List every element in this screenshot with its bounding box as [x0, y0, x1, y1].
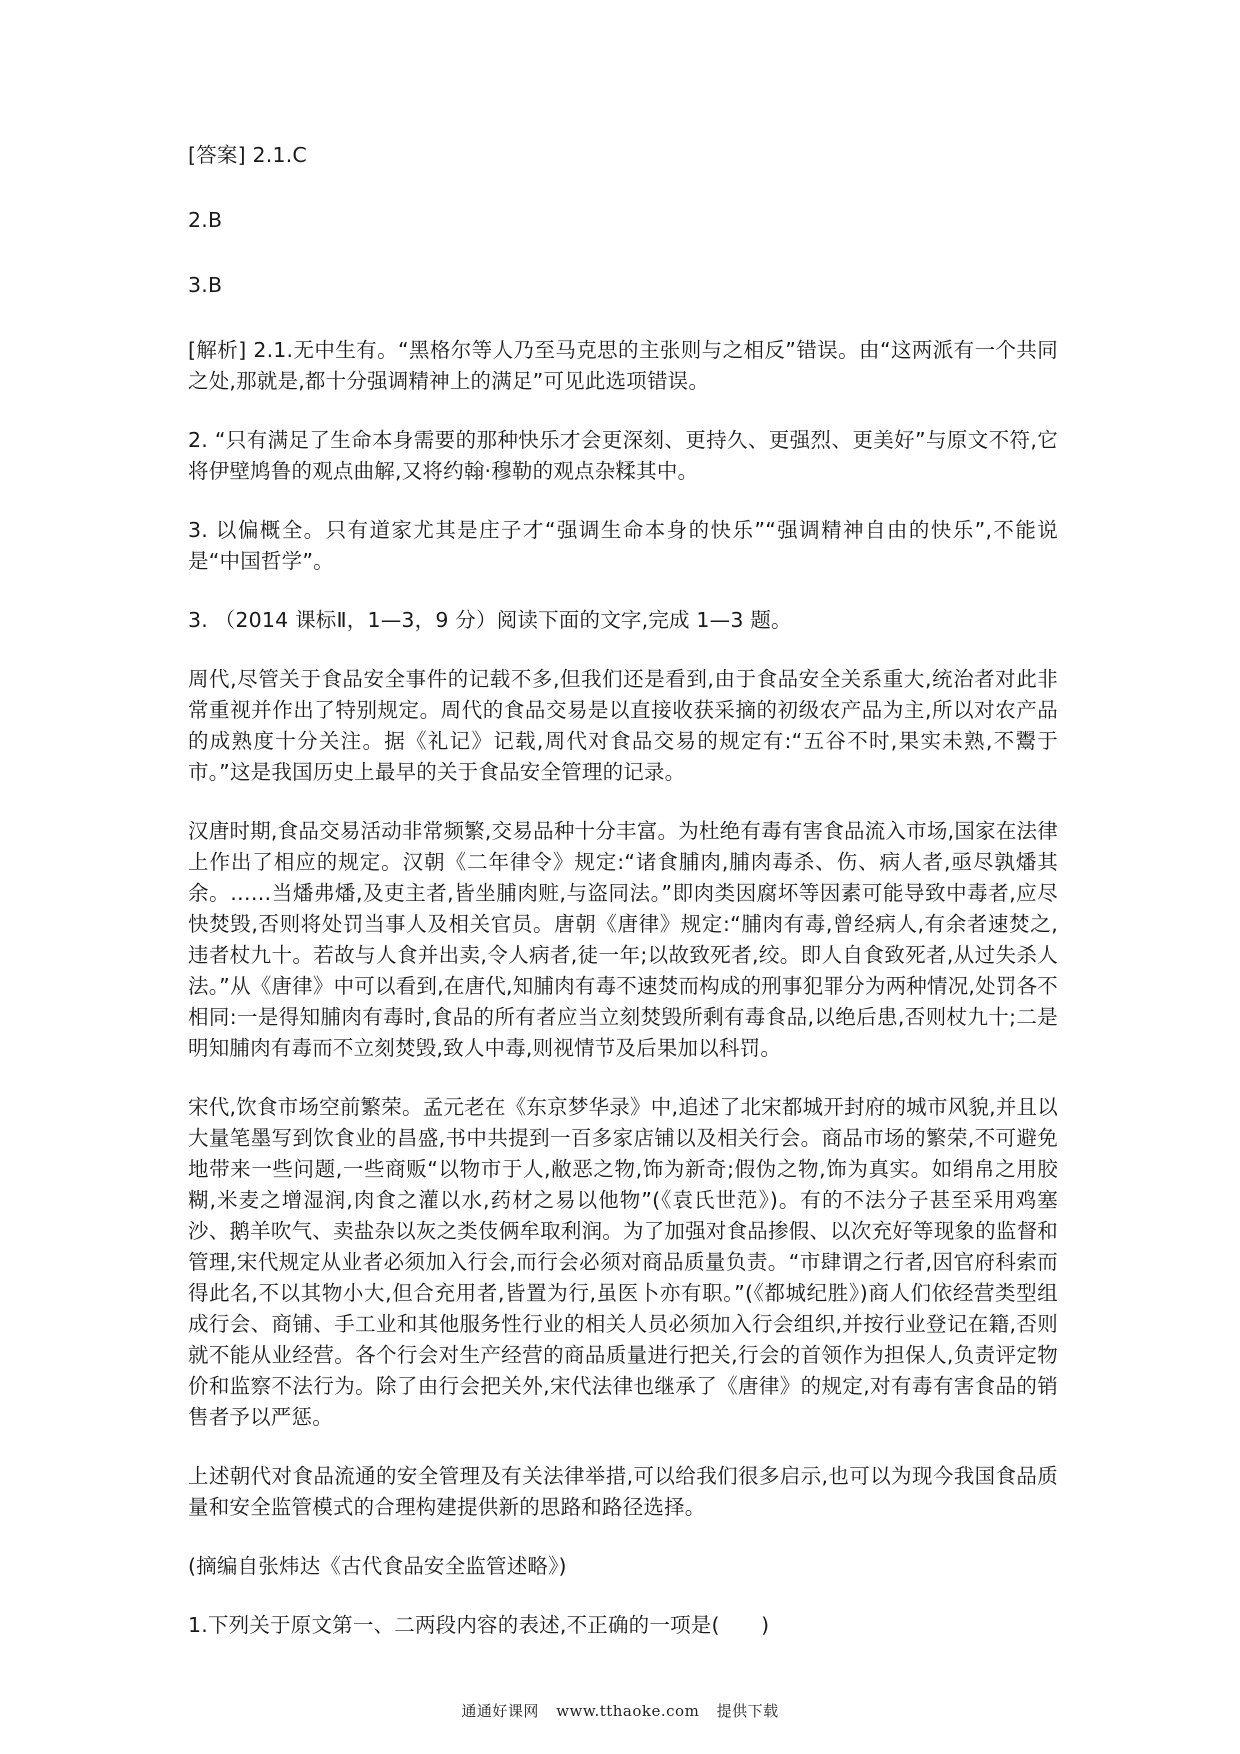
answer-item-3: 3.B: [188, 273, 223, 297]
passage-paragraph-conclusion: 上述朝代对食品流通的安全管理及有关法律举措,可以给我们很多启示,也可以为现今我国食品质量和安全监管模式的合理构建提供新的思路和路径选择。: [188, 1464, 1058, 1519]
passage-paragraph-hantang: 汉唐时期,食品交易活动非常频繁,交易品种十分丰富。为杜绝有毒有害食品流入市场,国家在法律上作出了相应的规定。汉朝《二年律令》规定:“诸食脯肉,脯肉毒杀、伤、病人者,亟尽孰燔其余。……当燔弗燔,及吏主者,皆坐脯肉赃,与盗同法。”即肉类因腐坏等因素可能导致中毒者,应尽快焚毁,否则将处罚当事人及相关官员。唐朝《唐律》规定:“脯肉有毒,曾经病人,有余者速焚之,违者杖九十。若故与人食并出卖,令人病者,徒一年;以故致死者,绞。即人自食致死者,从过失杀人法。”从《唐律》中可以看到,在唐代,知脯肉有毒不速焚而构成的刑事犯罪分为两种情况,处罚各不相同:一是得知脯肉有毒时,食品的所有者应当立刻焚毁所剩有毒食品,以绝后患,否则杖九十;二是明知脯肉有毒而不立刻焚毁,致人中毒,则视情节及后果加以科罚。: [188, 819, 1058, 1060]
question-1-stem: 1.下列关于原文第一、二两段内容的表述,不正确的一项是( ): [188, 1613, 770, 1637]
page-footer: [0, 1700, 1240, 1721]
document-body: [188, 140, 1058, 1669]
passage-paragraph-zhou: 周代,尽管关于食品安全事件的记载不多,但我们还是看到,由于食品安全关系重大,统治者对此非常重视并作出了特别规定。周代的食品交易是以直接收获采摘的初级农产品为主,所以对农产品的成熟度十分关注。据《礼记》记载,周代对食品交易的规定有:“五谷不时,果实未熟,不鬻于市。”这是我国历史上最早的关于食品安全管理的记录。: [188, 667, 1058, 784]
footer-note: 提供下载: [716, 1702, 779, 1720]
analysis-item-2: 2. “只有满足了生命本身需要的那种快乐才会更深刻、更持久、更强烈、更美好”与原文不符,它将伊壁鸠鲁的观点曲解,又将约翰·穆勒的观点杂糅其中。: [188, 428, 1058, 483]
question-heading: 3. （2014 课标Ⅱ，1—3，9 分）阅读下面的文字,完成 1—3 题。: [188, 608, 792, 632]
passage-paragraph-song: 宋代,饮食市场空前繁荣。孟元老在《东京梦华录》中,追述了北宋都城开封府的城市风貌,并且以大量笔墨写到饮食业的昌盛,书中共提到一百多家店铺以及相关行会。商品市场的繁荣,不可避免地带来一些问题,一些商贩“以物市于人,敝恶之物,饰为新奇;假伪之物,饰为真实。如绢帛之用胶糊,米麦之增湿润,肉食之灌以水,药材之易以他物”(《袁氏世范》)。有的不法分子甚至采用鸡塞沙、鹅羊吹气、卖盐杂以灰之类伎俩牟取利润。为了加强对食品掺假、以次充好等现象的监督和管理,宋代规定从业者必须加入行会,而行会必须对商品质量负责。“市肆谓之行者,因官府科索而得此名,不以其物小大,但合充用者,皆置为行,虽医卜亦有职。”(《都城纪胜》)商人们依经营类型组成行会、商铺、手工业和其他服务性行业的相关人员必须加入行会组织,并按行业登记在籍,否则就不能从业经营。各个行会对生产经营的商品质量进行把关,行会的首领作为担保人,负责评定物价和监察不法行为。除了由行会把关外,宋代法律也继承了《唐律》的规定,对有毒有害食品的销售者予以严惩。: [188, 1095, 1058, 1429]
footer-site-name: 通通好课网: [461, 1702, 539, 1720]
answer-item-2: 2.B: [188, 208, 223, 232]
footer-url: www.tthaoke.com: [556, 1702, 700, 1720]
passage-source: (摘编自张炜达《古代食品安全监管述略》): [188, 1554, 567, 1578]
answer-heading: [答案] 2.1.C: [188, 143, 307, 167]
analysis-item-3: 3. 以偏概全。只有道家尤其是庄子才“强调生命本身的快乐”“强调精神自由的快乐”,不能说是“中国哲学”。: [188, 518, 1058, 573]
analysis-item-1: [解析] 2.1.无中生有。“黑格尔等人乃至马克思的主张则与之相反”错误。由“这两派有一个共同之处,那就是,都十分强调精神上的满足”可见此选项错误。: [188, 338, 1058, 393]
